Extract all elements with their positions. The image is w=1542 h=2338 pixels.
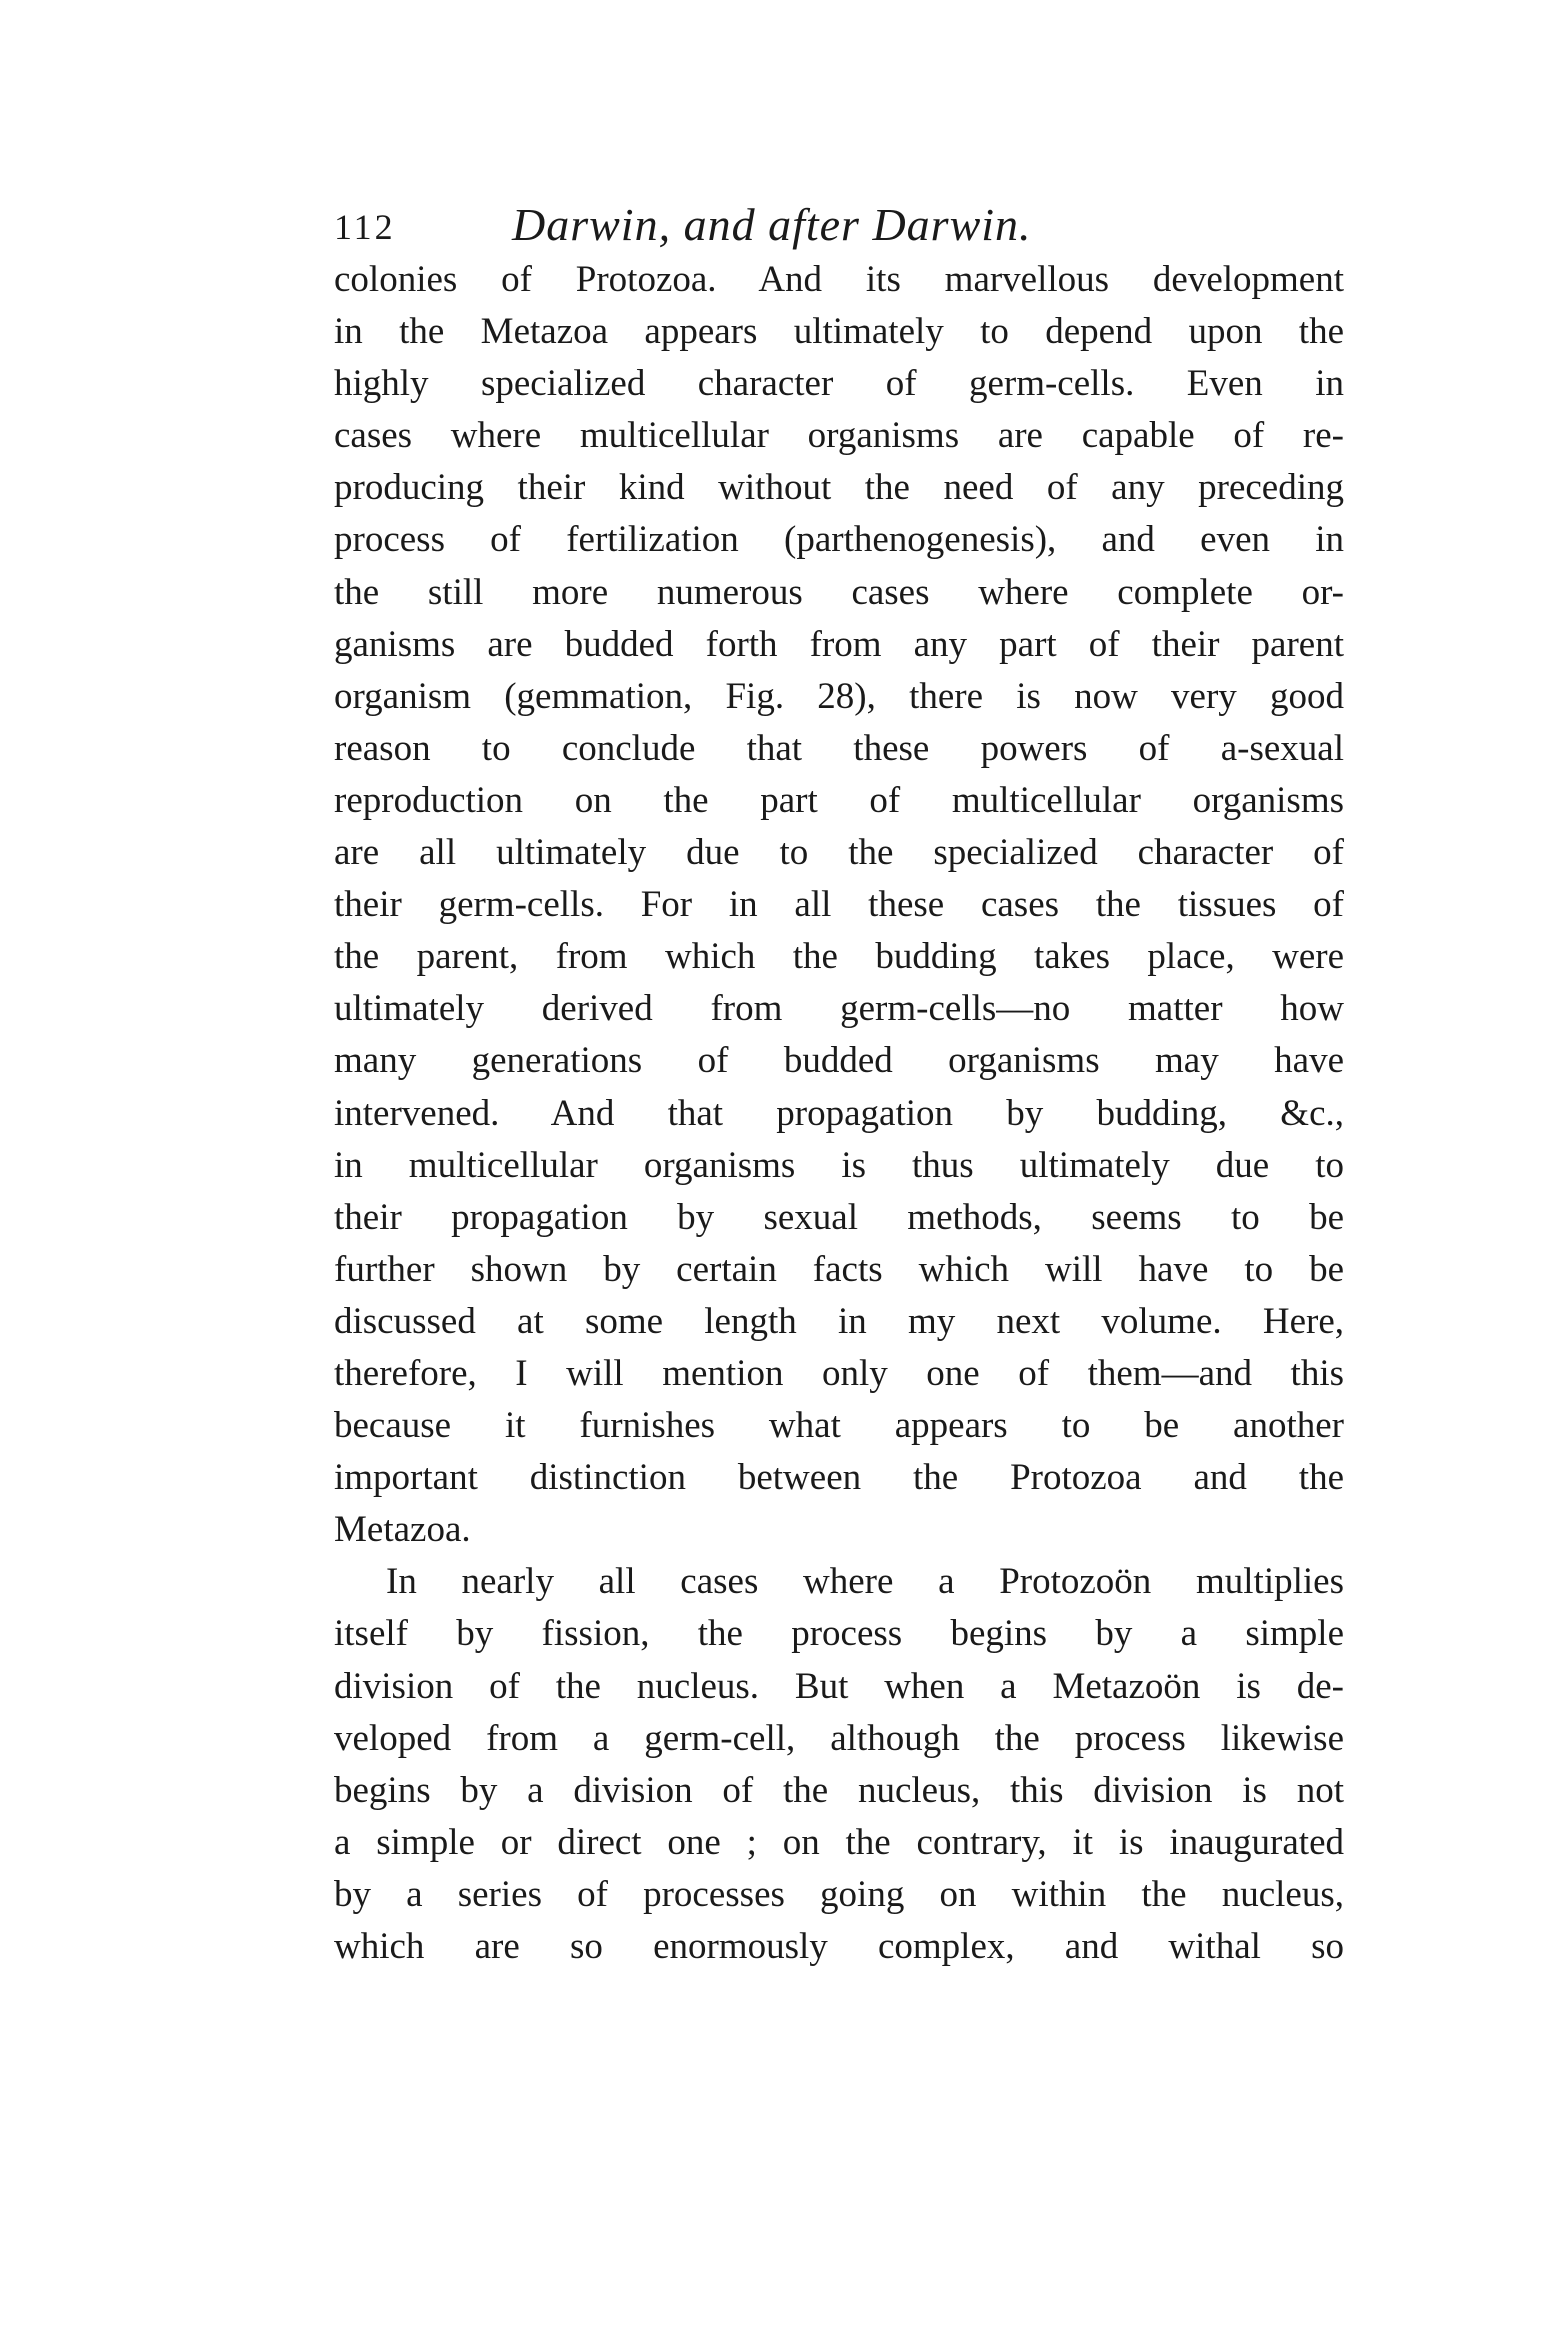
- text-line: important distinction between the Protozoa and the: [334, 1457, 1344, 1499]
- text-line: by a series of processes going on within the nucleus,: [334, 1873, 1344, 1915]
- text-line: in the Metazoa appears ultimately to depend upon the: [334, 311, 1344, 353]
- text-line: in multicellular organisms is thus ultimately due to: [334, 1144, 1344, 1186]
- text-line: In nearly all cases where a Protozoön multiplies: [386, 1561, 1344, 1603]
- text-line: highly specialized character of germ-cells. Even in: [334, 363, 1344, 405]
- text-line: process of fertilization (parthenogenesis), and even in: [334, 519, 1344, 561]
- text-line: their germ-cells. For in all these cases the tissues of: [334, 884, 1344, 926]
- text-line: veloped from a germ-cell, although the process likewise: [334, 1717, 1344, 1759]
- text-line: their propagation by sexual methods, seems to be: [334, 1196, 1344, 1238]
- text-line: many generations of budded organisms may have: [334, 1040, 1344, 1082]
- text-line: the still more numerous cases where complete or-: [334, 571, 1344, 613]
- text-line: begins by a division of the nucleus, this division is not: [334, 1769, 1344, 1811]
- text-line: Metazoa.: [334, 1509, 471, 1551]
- text-line: are all ultimately due to the specialized character of: [334, 832, 1344, 874]
- text-line: a simple or direct one ; on the contrary, it is inaugurated: [334, 1821, 1344, 1863]
- text-line: further shown by certain facts which will have to be: [334, 1248, 1344, 1290]
- body-text: [334, 254, 1344, 1973]
- text-line: itself by fission, the process begins by a simple: [334, 1613, 1344, 1655]
- page-number: 112: [334, 207, 396, 247]
- text-line: the parent, from which the budding takes place, were: [334, 936, 1344, 978]
- text-line: producing their kind without the need of any preceding: [334, 467, 1344, 509]
- text-line: because it furnishes what appears to be another: [334, 1405, 1344, 1447]
- text-line: division of the nucleus. But when a Metazoön is de-: [334, 1665, 1344, 1707]
- text-line: cases where multicellular organisms are capable of re-: [334, 415, 1344, 457]
- running-header: [334, 198, 1344, 258]
- text-line: reproduction on the part of multicellular organisms: [334, 779, 1344, 821]
- text-line: intervened. And that propagation by budding, &c.,: [334, 1092, 1344, 1134]
- text-line: discussed at some length in my next volume. Here,: [334, 1300, 1344, 1342]
- text-line: ultimately derived from germ-cells—no matter how: [334, 988, 1344, 1030]
- running-title: Darwin, and after Darwin.: [512, 199, 1032, 250]
- text-line: colonies of Protozoa. And its marvellous development: [334, 259, 1344, 300]
- text-line: therefore, I will mention only one of them—and this: [334, 1352, 1344, 1394]
- text-line: organism (gemmation, Fig. 28), there is now very good: [334, 675, 1344, 717]
- text-line: reason to conclude that these powers of a-sexual: [334, 727, 1344, 769]
- text-line: which are so enormously complex, and withal so: [334, 1926, 1344, 1967]
- text-line: ganisms are budded forth from any part of their parent: [334, 623, 1344, 665]
